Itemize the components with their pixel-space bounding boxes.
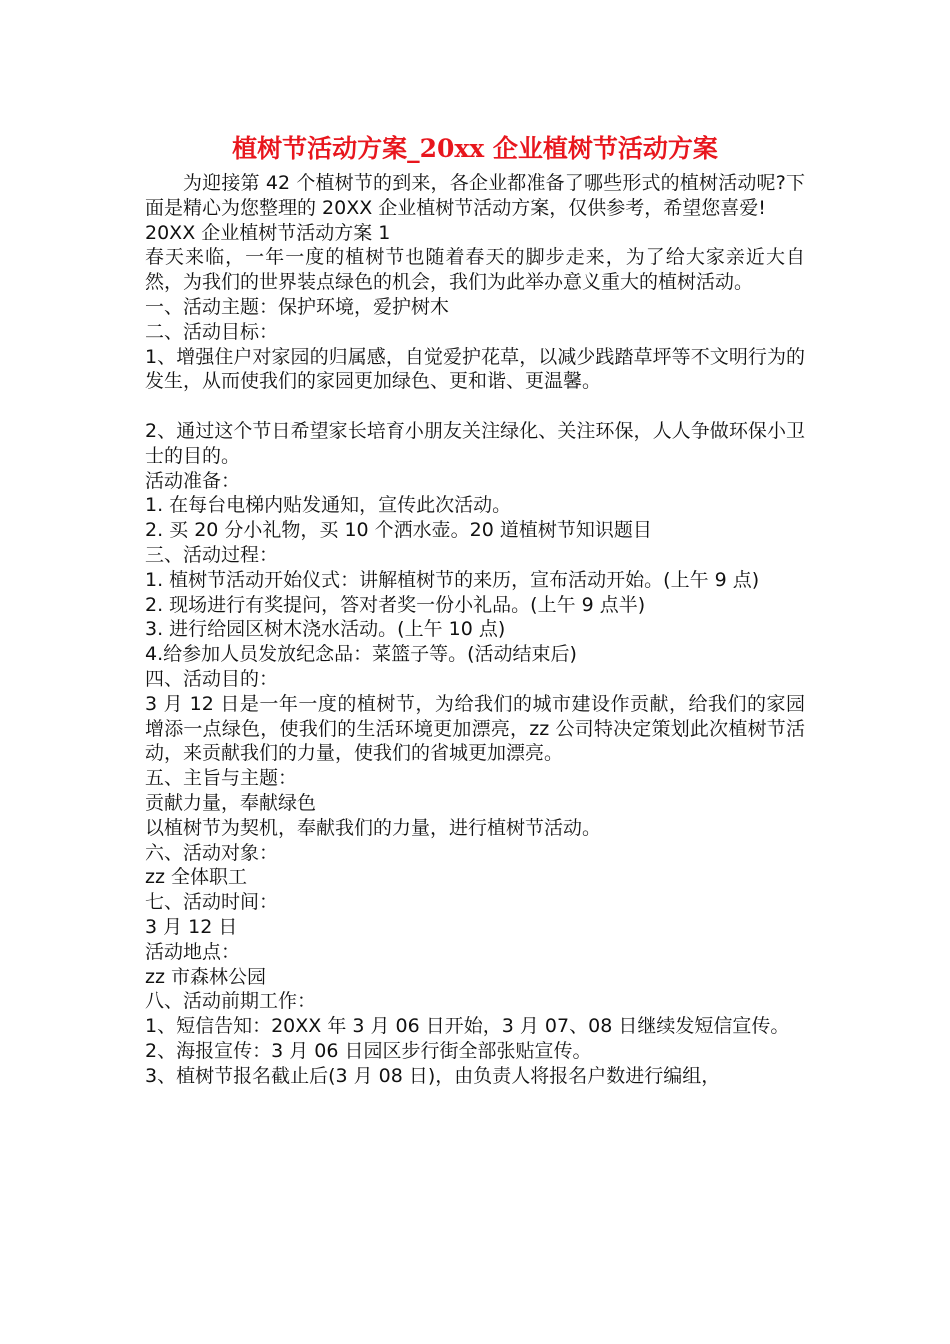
list-item: 2、海报宣传：3 月 06 日园区步行街全部张贴宣传。 bbox=[145, 1039, 592, 1062]
section-heading: 七、活动时间： bbox=[145, 891, 279, 914]
document-body bbox=[145, 171, 805, 1088]
section-heading: 三、活动过程： bbox=[145, 543, 279, 566]
section-heading: 一、活动主题：保护环境，爱护树木 bbox=[145, 295, 450, 318]
section-heading: 活动地点： bbox=[145, 940, 241, 963]
section-heading: 二、活动目标： bbox=[145, 320, 279, 343]
section-heading: 四、活动目的： bbox=[145, 667, 279, 690]
list-item: 3、植树节报名截止后(3 月 08 日)，由负责人将报名户数进行编组， bbox=[145, 1064, 721, 1087]
list-item: 4.给参加人员发放纪念品：菜篮子等。(活动结束后) bbox=[145, 643, 577, 666]
list-item: 2. 买 20 分小礼物，买 10 个洒水壶。20 道植树节知识题目 bbox=[145, 519, 652, 542]
blank-line bbox=[145, 394, 805, 419]
section-heading: 八、活动前期工作： bbox=[145, 990, 317, 1013]
paragraph: 为迎接第 42 个植树节的到来，各企业都准备了哪些形式的植树活动呢?下面是精心为您整理的 20XX 企业植树节活动方案，仅供参考，希望您喜爱! bbox=[145, 172, 805, 219]
paragraph: zz 全体职工 bbox=[145, 866, 247, 889]
paragraph: 1、增强住户对家园的归属感，自觉爱护花草，以减少践踏草坪等不文明行为的发生，从而使我们的家园更加绿色、更和谐、更温馨。 bbox=[145, 345, 805, 393]
paragraph: 3 月 12 日是一年一度的植树节，为给我们的城市建设作贡献，给我们的家园增添一点绿色，使我们的生活环境更加漂亮，zz 公司特决定策划此次植树节活动，来贡献我们的力量，使我们的省城更加漂亮。 bbox=[145, 692, 805, 765]
paragraph: 贡献力量，奉献绿色 bbox=[145, 791, 317, 814]
list-item: 1. 植树节活动开始仪式：讲解植树节的来历，宣布活动开始。(上午 9 点) bbox=[145, 568, 760, 591]
list-item: 1、短信告知：20XX 年 3 月 06 日开始，3 月 07、08 日继续发短信宣传。 bbox=[145, 1015, 790, 1038]
list-item: 1. 在每台电梯内贴发通知，宣传此次活动。 bbox=[145, 494, 512, 517]
section-heading: 五、主旨与主题： bbox=[145, 767, 298, 790]
section-heading: 活动准备： bbox=[145, 469, 241, 492]
paragraph: 3 月 12 日 bbox=[145, 915, 238, 938]
list-item: 2. 现场进行有奖提问，答对者奖一份小礼品。(上午 9 点半) bbox=[145, 593, 646, 616]
document-title: 植树节活动方案_20xx 企业植树节活动方案 bbox=[232, 134, 718, 163]
paragraph: zz 市森林公园 bbox=[145, 965, 266, 988]
paragraph: 2、通过这个节日希望家长培育小朋友关注绿化、关注环保，人人争做环保小卫士的目的。 bbox=[145, 419, 805, 467]
section-heading: 六、活动对象： bbox=[145, 841, 279, 864]
paragraph: 20XX 企业植树节活动方案 1 bbox=[145, 221, 391, 244]
paragraph: 以植树节为契机，奉献我们的力量，进行植树节活动。 bbox=[145, 816, 602, 839]
list-item: 3. 进行给园区树木浇水活动。(上午 10 点) bbox=[145, 618, 506, 641]
paragraph: 春天来临，一年一度的植树节也随着春天的脚步走来，为了给大家亲近大自然，为我们的世界装点绿色的机会，我们为此举办意义重大的植树活动。 bbox=[145, 246, 805, 294]
